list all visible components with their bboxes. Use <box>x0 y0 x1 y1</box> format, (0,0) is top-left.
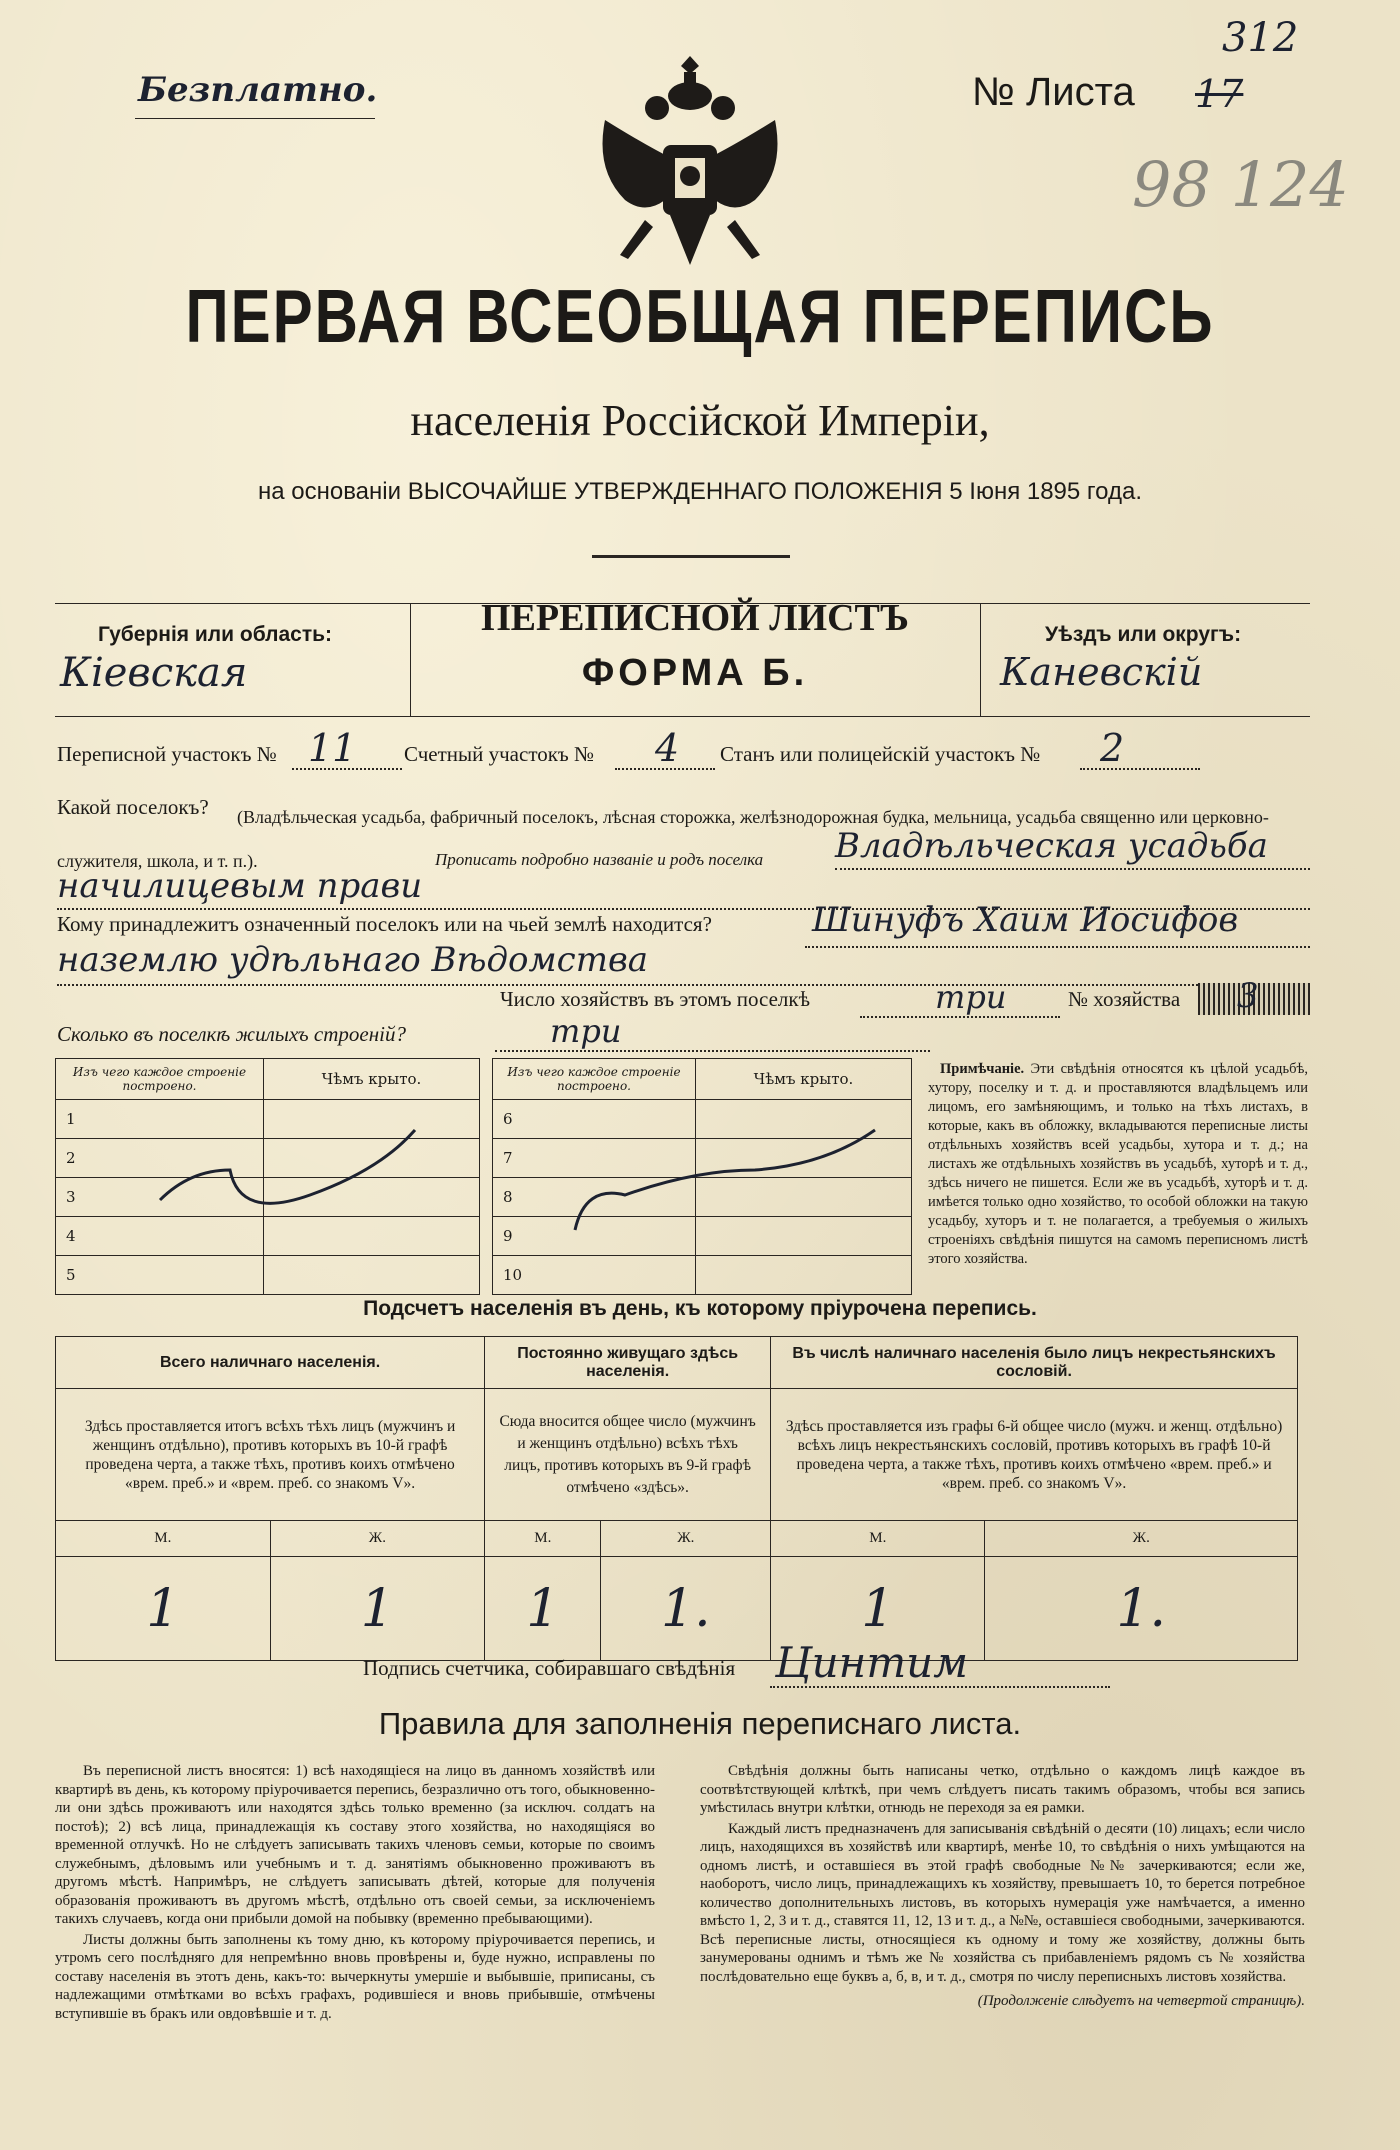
household-number-label: № хозяйства <box>1068 987 1181 1011</box>
permanent-female-count: 1. <box>601 1557 771 1661</box>
households-label: Число хозяйствъ въ этомъ поселкѣ <box>500 987 810 1011</box>
non-peasant-female-count: 1. <box>985 1557 1298 1661</box>
rules-left-p2: Листы должны быть заполнены къ тому дню, къ которому пріурочивается перепись, и утромъ сего послѣдняго для непремѣнно вновь провѣрены и, буде нужно, исправлены по составу населенія въ этотъ день, какъ-то: вычеркнуты умершіе и выбывшіе, приписаны, съ надлежащими отмѣтками во всѣхъ графахъ, родившіеся и вновь прибывшіе, отмѣчены вступившіе въ бракъ или овдовѣвшіе и т. д. <box>55 1931 655 2022</box>
double-headed-eagle-emblem <box>585 50 795 280</box>
permanent-population-text: Сюда вносится общее число (мужчинъ и женщинъ отдѣльно) всѣхъ тѣхъ лицъ, противъ которыхъ въ 9-й графѣ отмѣчено «здѣсь». <box>485 1389 771 1521</box>
form-name: ФОРМА Б. <box>581 652 809 694</box>
owner-value-2: наземлю удѣльнаго Вѣдомства <box>57 940 648 980</box>
count-area-label: Счетный участокъ № <box>404 742 595 766</box>
settlement-value-1: Владѣльческая усадьба <box>835 826 1268 866</box>
building-row: 4 <box>56 1217 264 1256</box>
building-row: 6 <box>493 1100 696 1139</box>
permanent-male-count: 1 <box>485 1557 601 1661</box>
sheet-number-struck: 17 <box>1195 72 1244 116</box>
cancel-stroke-left <box>150 1110 440 1240</box>
male-header: М. <box>771 1521 985 1557</box>
rules-right-p2: Каждый листъ предназначенъ для записыванія свѣдѣній о десяти (10) лицахъ; если число лицъ, находящихся въ хозяйствѣ или квартирѣ, менѣе 10, то свѣдѣнія о нихъ умѣщаются на одномъ листѣ, и оставшіеся въ этой графѣ свободные №№ зачеркиваются; если же, наоборотъ, число лицъ, принадлежащихъ къ хозяйству, превышаетъ 10, то берется потребное количество дополнительныхъ листовъ, въ которыхъ нумерація уже намѣчается, а именно вмѣсто 1, 2, 3 и т. д., ставятся 11, 12, 13 и т. д., а №№, оставшіеся свободными, зачеркиваются. Всѣ переписные листы, относящіеся къ одному и тому же хозяйству, должны быть занумерованы однимъ и тѣмъ же № хозяйства съ прибавленіемъ рядомъ съ № хозяйства послѣдовательно еще буквъ а, б, в, и т. д., смотря по числу переписныхъ листовъ хозяйства. <box>700 1820 1305 1985</box>
rules-continued: (Продолженіе слѣдуетъ на четвертой страницѣ). <box>977 1993 1305 2009</box>
permanent-population-title: Постоянно живущаго здѣсь населенія. <box>485 1337 771 1389</box>
households-value: три <box>935 978 1007 1016</box>
population-table <box>55 1336 1298 1661</box>
female-header: Ж. <box>270 1521 485 1557</box>
census-area-value: 11 <box>308 726 357 770</box>
female-header: Ж. <box>985 1521 1298 1557</box>
uezd-label: Уѣздъ или округъ: <box>1045 623 1242 646</box>
free-label: Безплатно. <box>138 70 378 110</box>
building-row: 7 <box>493 1139 696 1178</box>
note-block <box>928 1060 1308 1269</box>
note-title: Примѣчаніе. <box>940 1061 1025 1077</box>
material-header: Изъ чего каждое строеніе построено. <box>56 1059 264 1100</box>
settlement-hint-italic: Прописать подробно названіе и родъ поселка <box>435 850 764 869</box>
total-population-title: Всего наличнаго населенія. <box>56 1337 485 1389</box>
rules-left-p1: Въ переписной листъ вносятся: 1) всѣ находящіеся на лицо въ данномъ хозяйствѣ или квартирѣ въ день, къ которому пріурочивается перепись, безразлично отъ того, обыкновенно-ли они здѣсь проживаютъ или находятся здѣсь только временно (за исключ. солдатъ на постоѣ); 2) всѣ лица, принадлежащія къ составу этого хозяйства, но находящіяся во временной отлучкѣ. Но не слѣдуетъ записывать такихъ членовъ семьи, которые по своимъ служебнымъ, дѣловымъ или учебнымъ и т. д. занятіямъ обыкновенно проживаютъ въ другомъ мѣстѣ. Напримѣръ, не слѣдуетъ записывать дѣтей, которые для полученія образованія проживаютъ въ другомъ мѣстѣ, отдѣльно отъ своей семьи, за исключеніемъ такихъ случаевъ, когда они прибыли домой на побывку (временно пребывающими). <box>55 1763 655 1927</box>
form-title: ПЕРЕПИСНОЙ ЛИСТЪ <box>481 597 909 639</box>
cancel-stroke-right <box>555 1110 895 1250</box>
total-male-count: 1 <box>56 1557 271 1661</box>
signature-value: Цинтим <box>775 1638 969 1687</box>
population-heading: Подсчетъ населенія въ день, къ которому пріурочена перепись. <box>363 1297 1037 1320</box>
building-row: 5 <box>56 1256 264 1295</box>
archive-number-side: 98 124 <box>1132 148 1349 221</box>
non-peasant-population-text: Здѣсь проставляется изъ графы 6-й общее число (мужч. и женщ. отдѣльно) всѣхъ лицъ некрестьянскихъ сословій, противъ которыхъ въ графѣ 10-й проведена черта, а также тѣхъ, противъ коихъ отмѣчено «врем. преб.» и «врем. преб. со знакомъ V». <box>771 1389 1298 1521</box>
roof-header: Чѣмъ крыто. <box>264 1059 480 1100</box>
rules-title: Правила для заполненія переписнаго листа. <box>378 1706 1022 1741</box>
material-header: Изъ чего каждое строеніе построено. <box>493 1059 696 1100</box>
gubernia-label: Губернія или область: <box>98 623 333 646</box>
rules-right-column <box>700 1762 1305 2013</box>
building-row: 8 <box>493 1178 696 1217</box>
male-header: М. <box>485 1521 601 1557</box>
building-row: 10 <box>493 1256 696 1295</box>
stan-label: Станъ или полицейскій участокъ № <box>720 742 1041 766</box>
owner-value-1: Шинуфъ Хаим Иосифов <box>812 900 1239 940</box>
total-female-count: 1 <box>270 1557 485 1661</box>
archive-number-top: 312 <box>1222 15 1299 61</box>
uezd-value: Каневскій <box>1000 650 1203 694</box>
settlement-label: Какой поселокъ? <box>57 795 209 819</box>
building-row: 9 <box>493 1217 696 1256</box>
building-row: 3 <box>56 1178 264 1217</box>
female-header: Ж. <box>601 1521 771 1557</box>
gubernia-value: Кіевская <box>60 650 248 696</box>
roof-header: Чѣмъ крыто. <box>696 1059 912 1100</box>
sheet-label: № Листа <box>972 70 1135 114</box>
basis-line: на основаніи ВЫСОЧАЙШЕ УТВЕРЖДЕННАГО ПОЛОЖЕНІЯ 5 Іюня 1895 года. <box>257 478 1142 505</box>
buildings-value: три <box>550 1012 622 1050</box>
non-peasant-male-count: 1 <box>771 1557 985 1661</box>
building-row: 2 <box>56 1139 264 1178</box>
non-peasant-population-title: Въ числѣ наличнаго населенія было лицъ некрестьянскихъ сословій. <box>771 1337 1298 1389</box>
settlement-value-2: начилицевым прави <box>57 866 423 906</box>
count-area-value: 4 <box>655 726 680 770</box>
note-text: Эти свѣдѣнія относятся къ цѣлой усадьбѣ, хутору, поселку и т. д. и проставляются владѣльцемъ или лицомъ, его замѣняющимъ, и только на тѣхъ листахъ, в которые, какъ въ обложку, вкладываются переписные листы отдѣльныхъ хозяйствъ всей усадьбы, хутора и т. д.; на листахъ же отдѣльныхъ хозяйствъ въ усадьбѣ, хуторѣ и т. д., здѣсь ничего не пишется. Если же въ усадьбѣ, хуторѣ и т. д. имѣется только одно хозяйство, то особой обложки на такую усадьбу, хуторъ и т. не полагается, а требуемыя о жилыхъ строеніяхъ свѣдѣнія пишутся на самомъ переписномъ листѣ этого хозяйства. <box>928 1061 1309 1267</box>
total-population-text: Здѣсь проставляется итогъ всѣхъ тѣхъ лицъ (мужчинъ и женщинъ отдѣльно), противъ которыхъ въ 10-й графѣ проведена черта, а также тѣхъ, противъ коихъ отмѣчено «врем. преб.» и «врем. преб. со знакомъ V». <box>56 1389 485 1521</box>
census-area-label: Переписной участокъ № <box>57 742 277 766</box>
household-number-value: 3 <box>1237 976 1259 1016</box>
building-row: 1 <box>56 1100 264 1139</box>
rules-left-column <box>55 1762 655 2025</box>
stan-value: 2 <box>1100 726 1125 770</box>
male-header: М. <box>56 1521 271 1557</box>
page-title: ПЕРВАЯ ВСЕОБЩАЯ ПЕРЕПИСЬ <box>185 274 1215 359</box>
settlement-hint: (Владѣльческая усадьба, фабричный поселокъ, лѣсная сторожка, желѣзнодорожная будка, мельница, усадьба священно или церковно-служителя, школа, и т. п.). <box>57 807 1269 871</box>
owner-label: Кому принадлежитъ означенный поселокъ или на чьей землѣ находится? <box>57 912 712 936</box>
rules-right-p1: Свѣдѣнія должны быть написаны четко, отдѣльно о каждомъ лицѣ каждое въ соотвѣтствующей клѣткѣ, при чемъ слѣдуетъ писать такимъ образомъ, чтобы вся запись умѣстилась внутри клѣтки, отнюдь не переходя за ея рамки. <box>700 1763 1305 1816</box>
page-subtitle: населенія Россійской Имперіи, <box>410 396 990 445</box>
signature-label: Подпись счетчика, собиравшаго свѣдѣнія <box>363 1656 736 1680</box>
buildings-label: Сколько въ поселкѣ жилыхъ строеній? <box>57 1022 406 1046</box>
